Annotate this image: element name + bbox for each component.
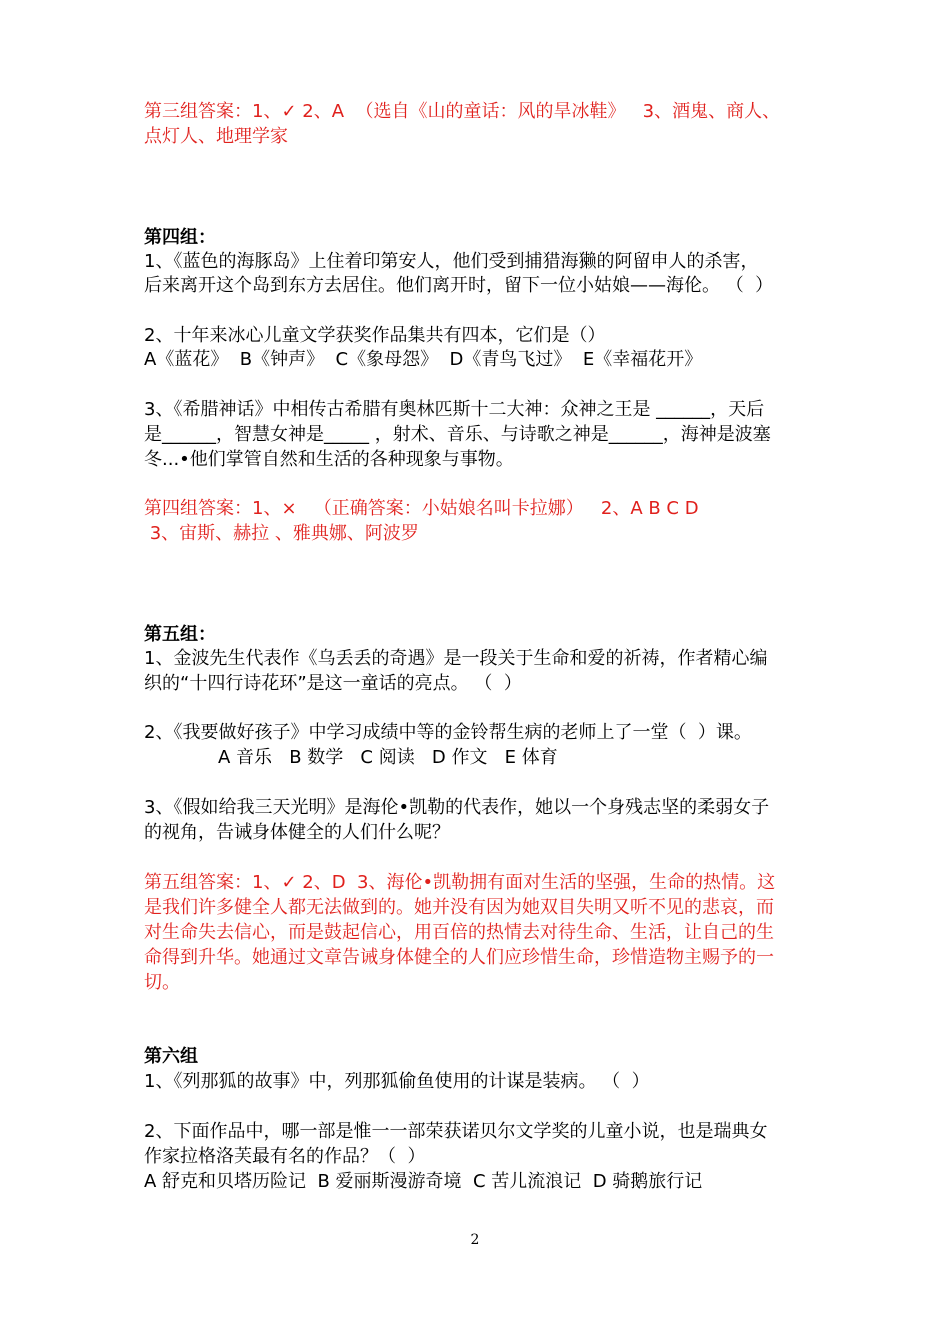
group5-q3-line-1: 3、《假如给我三天光明》是海伦•凯勒的代表作，她以一个身残志坚的柔弱女子: [144, 797, 770, 818]
group5-heading: 第五组：: [144, 624, 216, 645]
group6-q2-line-1: 2、下面作品中，哪一部是惟一一部荣获诺贝尔文学奖的儿童小说，也是瑞典女: [144, 1121, 768, 1142]
group6-q1: 1、《列那狐的故事》中，列那狐偷鱼使用的计谋是装病。 （ ）: [144, 1071, 650, 1092]
group3-answer-line-1: 第三组答案：1、✓ 2、A （选自《山的童话：风的旱冰鞋》 3、酒鬼、商人、: [144, 101, 781, 122]
group5-q2-options: A 音乐 B 数学 C 阅读 D 作文 E 体育: [218, 747, 558, 768]
group4-q2: 2、十年来冰心儿童文学获奖作品集共有四本，它们是（）: [144, 325, 606, 346]
group5-q1-line-1: 1、金波先生代表作《乌丢丢的奇遇》是一段关于生命和爱的祈祷，作者精心编: [144, 648, 768, 669]
group4-q1-line-2: 后来离开这个岛到东方去居住。他们离开时，留下一位小姑娘——海伦。 （ ）: [144, 275, 774, 296]
group5-answer-line-2: 是我们许多健全人都无法做到的。她并没有因为她双目失明又听不见的悲哀，而: [144, 897, 774, 918]
group4-q3-line-2: 是______，智慧女神是_____ ，射术、音乐、与诗歌之神是______，海神是波塞: [144, 424, 771, 445]
page-number: 2: [470, 1232, 480, 1248]
group4-q2-options: A《蓝花》 B《钟声》 C《象母怨》 D《青鸟飞过》 E《幸福花开》: [144, 349, 703, 370]
group5-answer-line-4: 命得到升华。她通过文章告诫身体健全的人们应珍惜生命，珍惜造物主赐予的一: [144, 947, 774, 968]
group6-q2-line-2: 作家拉格洛芙最有名的作品？（ ）: [144, 1146, 426, 1167]
group5-q1-line-2: 织的“十四行诗花环”是这一童话的亮点。 （ ）: [144, 673, 522, 694]
group5-answer-line-5: 切。: [144, 972, 180, 993]
group3-answer-line-2: 点灯人、地理学家: [144, 126, 288, 147]
group4-q3-line-1: 3、《希腊神话》中相传古希腊有奥林匹斯十二大神：众神之王是 ______，天后: [144, 399, 765, 420]
group5-answer-line-1: 第五组答案：1、✓ 2、D 3、海伦•凯勒拥有面对生活的坚强，生命的热情。这: [144, 872, 776, 893]
group5-q3-line-2: 的视角，告诫身体健全的人们什么呢？: [144, 822, 450, 843]
group6-heading: 第六组: [144, 1046, 198, 1067]
group4-heading: 第四组：: [144, 227, 216, 248]
group4-q1-line-1: 1、《蓝色的海豚岛》上住着印第安人，他们受到捕猎海獭的阿留申人的杀害，: [144, 251, 759, 272]
group4-answer-line-2: 3、宙斯、赫拉 、雅典娜、阿波罗: [144, 523, 419, 544]
group5-answer-line-3: 对生命失去信心，而是鼓起信心，用百倍的热情去对待生命、生活，让自己的生: [144, 922, 774, 943]
group6-q2-options: A 舒克和贝塔历险记 B 爱丽斯漫游奇境 C 苦儿流浪记 D 骑鹅旅行记: [144, 1171, 703, 1192]
group5-q2: 2、《我要做好孩子》中学习成绩中等的金铃帮生病的老师上了一堂（ ）课。: [144, 722, 752, 743]
group4-q3-line-3: 冬...•他们掌管自然和生活的各种现象与事物。: [144, 449, 514, 470]
group4-answer-line-1: 第四组答案：1、× （正确答案：小姑娘名叫卡拉娜） 2、A B C D: [144, 498, 699, 519]
